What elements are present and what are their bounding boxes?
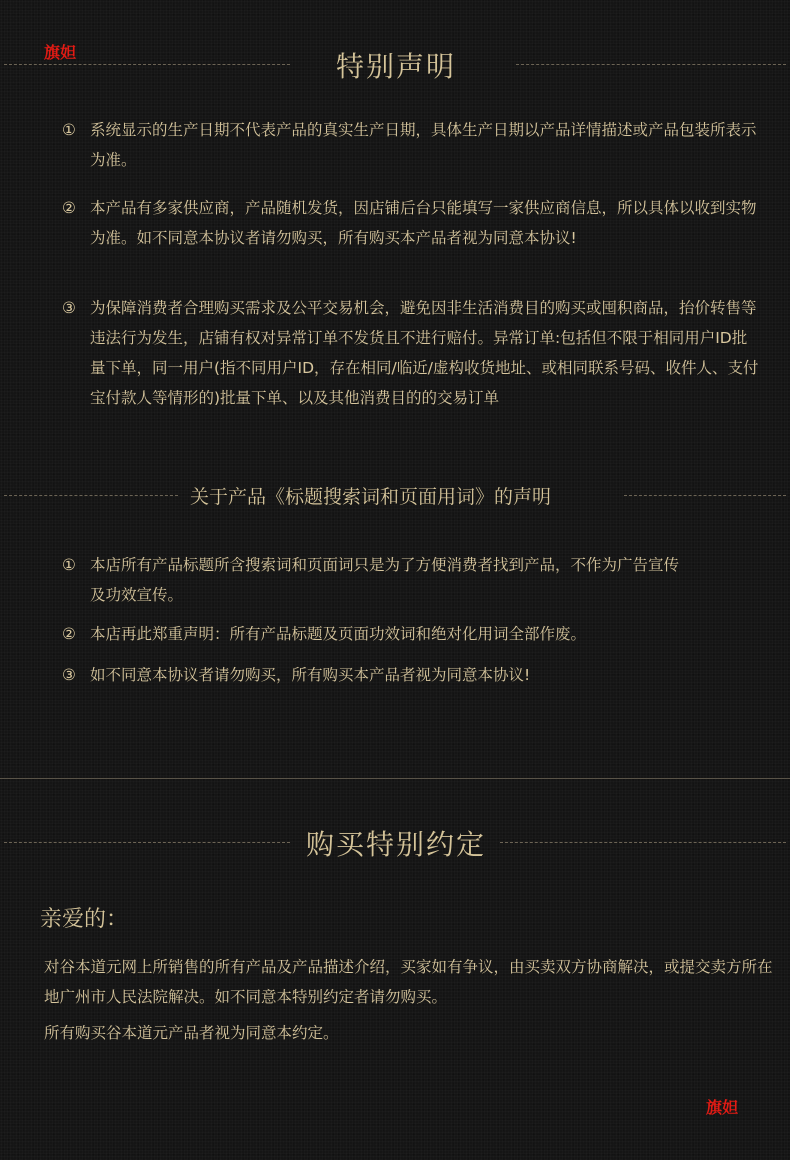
subtitle-divider-left bbox=[4, 495, 178, 496]
section-title-keyword-statement: 关于产品《标题搜索词和页面用词》的声明 bbox=[190, 486, 552, 508]
statement-item-1 bbox=[62, 115, 762, 175]
item-text: 系统显示的生产日期不代表产品的真实生产日期，具体生产日期以产品详情描述或产品包装所表示为准。 bbox=[90, 121, 757, 169]
item-number: ① bbox=[62, 556, 76, 574]
item-text: 本产品有多家供应商，产品随机发货，因店铺后台只能填写一家供应商信息，所以具体以收到实物为准。如不同意本协议者请勿购买，所有购买本产品者视为同意本协议! bbox=[90, 199, 757, 247]
item-number: ③ bbox=[62, 299, 76, 317]
item-number: ① bbox=[62, 121, 76, 139]
item-text: 本店所有产品标题所含搜索词和页面词只是为了方便消费者找到产品，不作为广告宣传及功效宣传。 bbox=[90, 556, 680, 604]
item-number: ② bbox=[62, 625, 76, 643]
statement-item-3 bbox=[62, 293, 762, 413]
section-title-special-statement: 特别声明 bbox=[336, 50, 457, 83]
item-text: 如不同意本协议者请勿购买，所有购买本产品者视为同意本协议! bbox=[90, 666, 531, 684]
keyword-item-2 bbox=[62, 619, 762, 649]
statement-item-2 bbox=[62, 193, 762, 253]
agreement-paragraph: 对谷本道元网上所销售的所有产品及产品描述介绍，买家如有争议，由买卖双方协商解决，或提交卖方所在地广州市人民法院解决。如不同意本特别约定者请勿购买。 bbox=[44, 958, 773, 1006]
keyword-item-3 bbox=[62, 660, 762, 690]
title-divider-left bbox=[4, 64, 290, 65]
item-text: 本店再此郑重声明：所有产品标题及页面功效词和绝对化用词全部作废。 bbox=[90, 625, 587, 643]
title-divider-right bbox=[516, 64, 786, 65]
item-number: ③ bbox=[62, 666, 76, 684]
title-divider-left bbox=[4, 842, 290, 843]
shop-stamp-bottom: 旗妲 bbox=[706, 1098, 739, 1117]
agreement-consent: 所有购买谷本道元产品者视为同意本约定。 bbox=[44, 1024, 339, 1042]
keyword-item-1 bbox=[62, 550, 682, 610]
subtitle-divider-right bbox=[624, 495, 786, 496]
greeting: 亲爱的： bbox=[40, 907, 129, 932]
item-text: 为保障消费者合理购买需求及公平交易机会，避免因非生活消费目的购买或囤积商品，抬价转售等违法行为发生，店铺有权对异常订单不发货且不进行赔付。异常订单:包括但不限于相同用户ID批量下单，同一用户(指不同用户ID，存在相同/临近/虚构收货地址、或相同联系号码、收件人、支付宝付款人等情形的)批量下单、以及其他消费目的的交易订单 bbox=[90, 299, 759, 407]
section-separator bbox=[0, 778, 790, 779]
item-number: ② bbox=[62, 199, 76, 217]
title-divider-right bbox=[500, 842, 786, 843]
shop-stamp-top: 旗妲 bbox=[44, 43, 77, 62]
section-title-purchase-agreement: 购买特别约定 bbox=[306, 828, 487, 861]
